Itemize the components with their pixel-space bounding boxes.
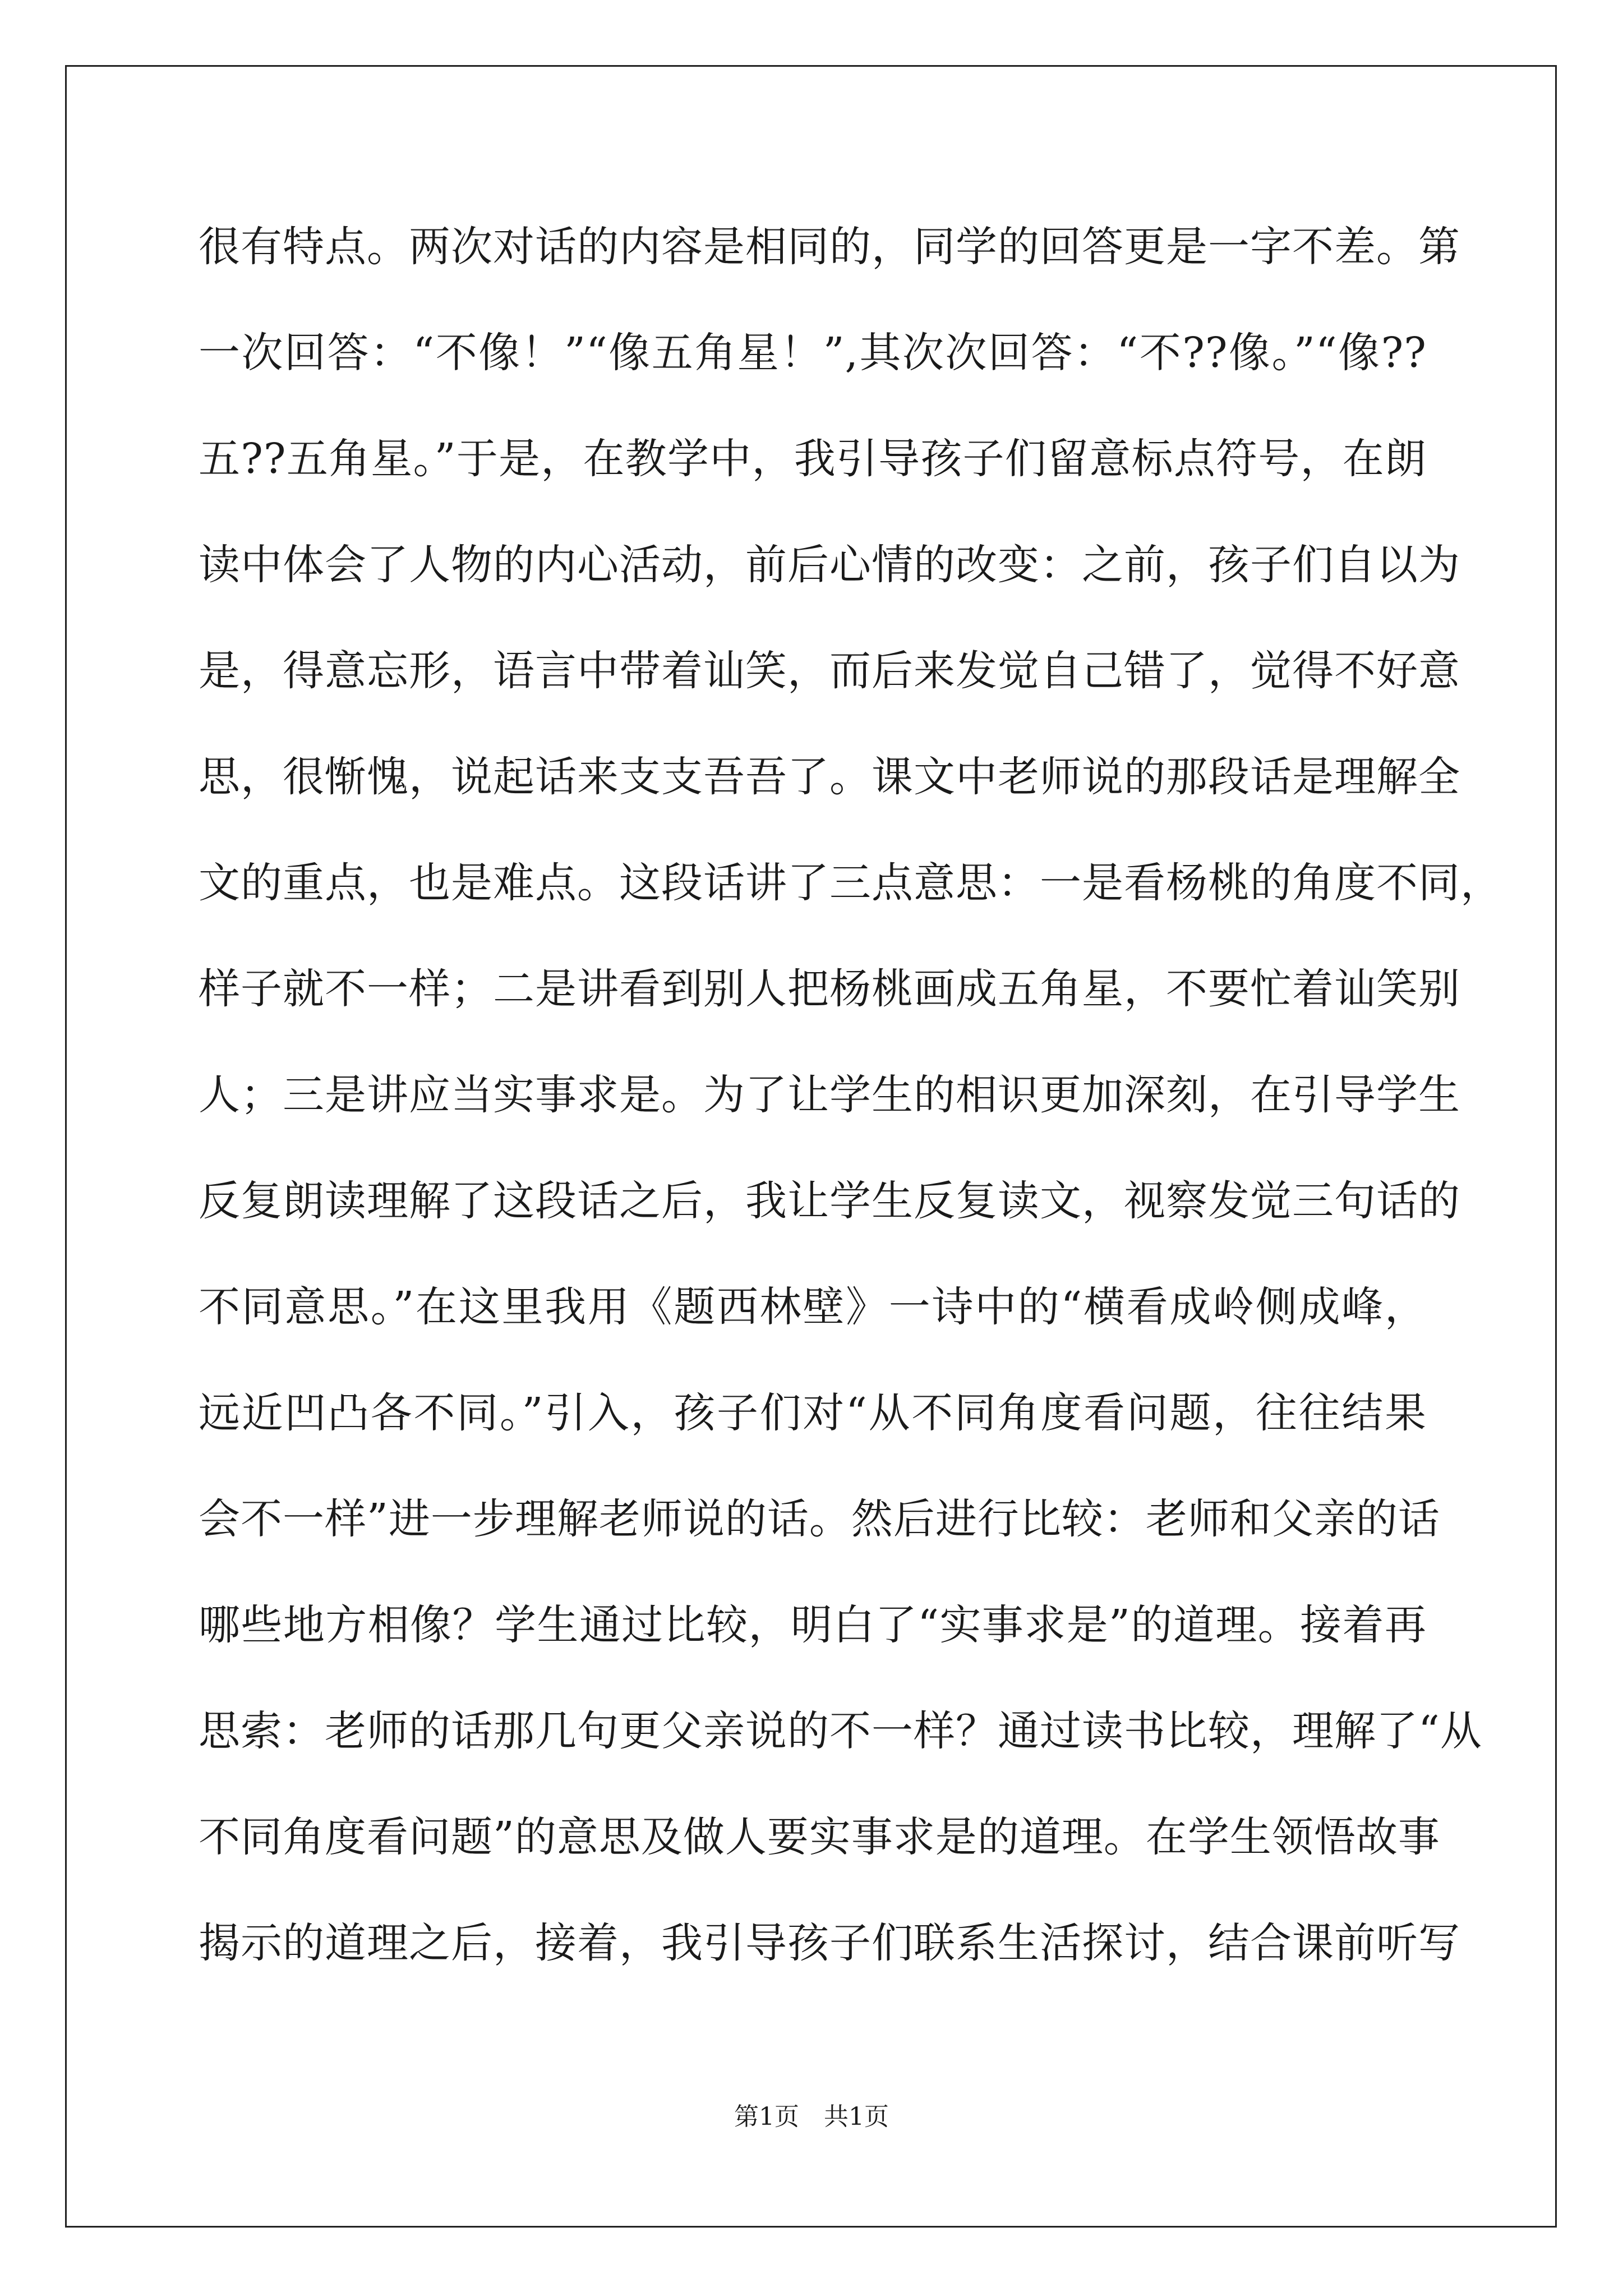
body-line-15: 思索：老师的话那几句更父亲说的不一样？通过读书比较，理解了“从 <box>199 1707 1482 1755</box>
body-line-2: 一次回答：“不像！”“像五角星！”,其次次回答：“不??像。”“像?? <box>199 329 1427 377</box>
body-line-11: 不同意思。”在这里我用《题西林壁》一诗中的“横看成岭侧成峰， <box>199 1283 1427 1331</box>
body-line-10: 反复朗读理解了这段话之后，我让学生反复读文，视察发觉三句话的 <box>199 1177 1460 1225</box>
body-text <box>199 208 1502 2010</box>
body-line-16: 不同角度看问题”的意思及做人要实事求是的道理。在学生领悟故事 <box>199 1813 1440 1861</box>
body-line-4: 读中体会了人物的内心活动，前后心情的改变：之前，孩子们自以为 <box>199 541 1460 589</box>
body-line-13: 会不一样”进一步理解老师说的话。然后进行比较：老师和父亲的话 <box>199 1495 1440 1543</box>
body-line-5: 是，得意忘形，语言中带着讪笑，而后来发觉自己错了，觉得不好意 <box>199 647 1460 695</box>
page-footer <box>0 2100 1623 2134</box>
body-line-3: 五??五角星。”于是，在教学中，我引导孩子们留意标点符号，在朗 <box>199 435 1427 483</box>
total-pages: 共1页 <box>824 2102 889 2131</box>
body-line-9: 人；三是讲应当实事求是。为了让学生的相识更加深刻，在引导学生 <box>199 1071 1460 1119</box>
body-line-6: 思，很惭愧，说起话来支支吾吾了。课文中老师说的那段话是理解全 <box>199 753 1460 801</box>
body-line-1: 很有特点。两次对话的内容是相同的，同学的回答更是一字不差。第 <box>199 223 1460 271</box>
body-line-17: 揭示的道理之后，接着，我引导孩子们联系生活探讨，结合课前听写 <box>199 1919 1460 1967</box>
body-line-7: 文的重点，也是难点。这段话讲了三点意思：一是看杨桃的角度不同， <box>199 859 1502 907</box>
body-line-8: 样子就不一样；二是讲看到别人把杨桃画成五角星，不要忙着讪笑别 <box>199 965 1460 1013</box>
body-line-14: 哪些地方相像？学生通过比较，明白了“实事求是”的道理。接着再 <box>199 1601 1427 1649</box>
page-number: 第1页 <box>734 2102 799 2131</box>
body-line-12: 远近凹凸各不同。”引入，孩子们对“从不同角度看问题，往往结果 <box>199 1389 1427 1437</box>
